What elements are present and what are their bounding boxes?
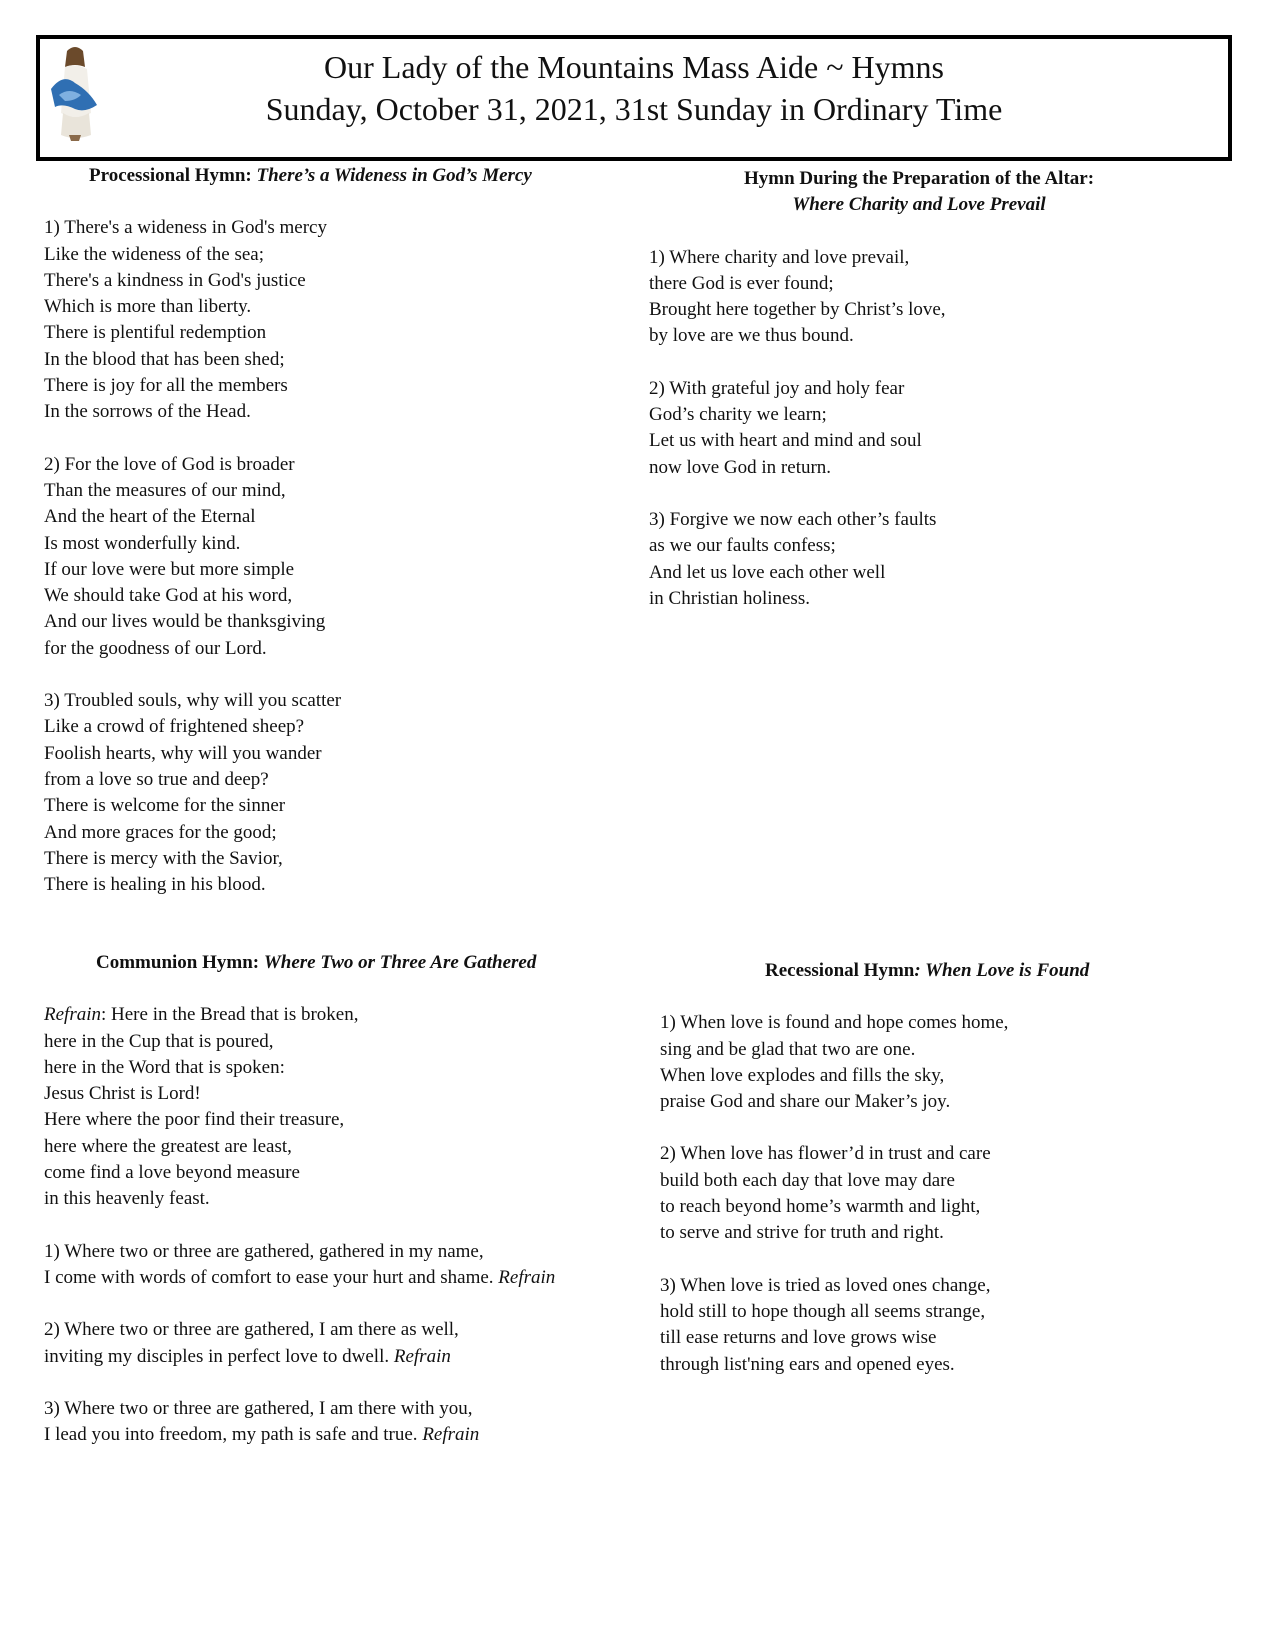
verse-line: 1) Where charity and love prevail, <box>649 246 910 268</box>
verse-line: There is healing in his blood. <box>44 874 266 896</box>
verse-line: There is mercy with the Savior, <box>44 847 283 869</box>
processional-title: There’s a Wideness in God’s Mercy <box>256 165 532 186</box>
verse-line: hold still to hope though all seems strange, <box>660 1300 986 1322</box>
verse-line: here in the Cup that is poured, <box>44 1030 274 1052</box>
verse-line: by love are we thus bound. <box>649 325 854 347</box>
processional-verse-1 <box>44 215 604 425</box>
verse-line: There is joy for all the members <box>44 375 288 397</box>
verse-line <box>44 1344 644 1370</box>
verse-line: in Christian holiness. <box>649 587 810 609</box>
verse-line: to reach beyond home’s warmth and light, <box>660 1196 981 1218</box>
processional-hymn <box>44 163 604 898</box>
refrain-label: Refrain <box>44 1004 101 1026</box>
verse-line: from a love so true and deep? <box>44 768 269 790</box>
verse-line: praise God and share our Maker’s joy. <box>660 1091 951 1113</box>
communion-verse-3 <box>44 1396 644 1449</box>
processional-verse-3 <box>44 688 604 898</box>
verse-line: 1) When love is found and hope comes home, <box>660 1012 1009 1034</box>
verse-line: Let us with heart and mind and soul <box>649 430 922 452</box>
verse-line: in this heavenly feast. <box>44 1188 210 1210</box>
verse-line: Foolish hearts, why will you wander <box>44 742 322 764</box>
verse-line: Brought here together by Christ’s love, <box>649 299 946 321</box>
verse-line: There's a kindness in God's justice <box>44 269 306 291</box>
verse-line: here in the Word that is spoken: <box>44 1056 285 1078</box>
verse-line: here where the greatest are least, <box>44 1135 292 1157</box>
refrain-tag: Refrain <box>498 1266 556 1288</box>
recessional-heading <box>765 958 1220 984</box>
recessional-verse-2 <box>660 1141 1220 1246</box>
preparation-verse-3 <box>649 507 1229 612</box>
verse-line: Like the wideness of the sea; <box>44 243 265 265</box>
verse-line <box>44 1265 644 1291</box>
verse-line: till ease returns and love grows wise <box>660 1327 937 1349</box>
verse-line: 3) Forgive we now each other’s faults <box>649 508 937 530</box>
communion-hymn <box>44 950 644 1448</box>
preparation-verse-1 <box>649 245 1229 350</box>
verse-line: come find a love beyond measure <box>44 1162 300 1184</box>
verse-line: Is most wonderfully kind. <box>44 532 241 554</box>
verse-text: I lead you into freedom, my path is safe and true. <box>44 1424 423 1446</box>
verse-line: In the sorrows of the Head. <box>44 401 251 423</box>
verse-line: there God is ever found; <box>649 272 834 294</box>
verse-line: 1) There's a wideness in God's mercy <box>44 217 327 239</box>
verse-line: We should take God at his word, <box>44 585 293 607</box>
recessional-verse-3 <box>660 1273 1220 1378</box>
verse-line: When love explodes and fills the sky, <box>660 1064 945 1086</box>
preparation-title: Where Charity and Love Prevail <box>792 194 1046 216</box>
verse-line: 2) Where two or three are gathered, I am there as well, <box>44 1319 459 1341</box>
verse-line: 3) Troubled souls, why will you scatter <box>44 690 342 712</box>
verse-line: to serve and strive for truth and right. <box>660 1222 944 1244</box>
communion-heading <box>96 950 644 976</box>
verse-line: And our lives would be thanksgiving <box>44 611 326 633</box>
verse-line: In the blood that has been shed; <box>44 348 285 370</box>
preparation-label: Hymn During the Preparation of the Altar: <box>743 168 1095 189</box>
communion-label: Communion Hymn: <box>96 952 264 973</box>
recessional-hymn <box>660 958 1220 1378</box>
verse-line: And the heart of the Eternal <box>44 506 256 528</box>
preparation-hymn <box>649 166 1229 612</box>
verse-line <box>44 1422 644 1448</box>
verse-line: And let us love each other well <box>649 561 886 583</box>
refrain-tag: Refrain <box>422 1424 480 1446</box>
verse-line: 2) With grateful joy and holy fear <box>649 377 905 399</box>
verse-line: Which is more than liberty. <box>44 296 252 318</box>
verse-line: through list'ning ears and opened eyes. <box>660 1353 955 1375</box>
communion-verse-2 <box>44 1317 644 1370</box>
verse-line: build both each day that love may dare <box>660 1169 955 1191</box>
communion-verse-1 <box>44 1239 644 1292</box>
verse-line: Jesus Christ is Lord! <box>44 1083 201 1105</box>
processional-verse-2 <box>44 452 604 662</box>
verse-line: There is welcome for the sinner <box>44 795 286 817</box>
verse-line: There is plentiful redemption <box>44 322 267 344</box>
verse-line: God’s charity we learn; <box>649 404 827 426</box>
communion-refrain <box>44 1002 644 1212</box>
refrain-first-line: : Here in the Bread that is broken, <box>101 1004 359 1026</box>
verse-line: Here where the poor find their treasure, <box>44 1109 345 1131</box>
verse-line: now love God in return. <box>649 456 832 478</box>
verse-line: Than the measures of our mind, <box>44 479 286 501</box>
recessional-label: Recessional Hymn <box>765 960 915 981</box>
verse-text: I come with words of comfort to ease your hurt and shame. <box>44 1266 499 1288</box>
communion-title: Where Two or Three Are Gathered <box>263 952 537 973</box>
verse-line: And more graces for the good; <box>44 821 277 843</box>
recessional-title: : When Love is Found <box>914 960 1090 981</box>
verse-line: 1) Where two or three are gathered, gathered in my name, <box>44 1240 484 1262</box>
processional-heading <box>89 163 604 189</box>
page-header <box>36 35 1232 161</box>
verse-line <box>44 1002 644 1028</box>
verse-line: for the goodness of our Lord. <box>44 637 267 659</box>
preparation-verse-2 <box>649 376 1229 481</box>
verse-line: as we our faults confess; <box>649 535 836 557</box>
preparation-heading <box>629 166 1209 219</box>
page-title: Our Lady of the Mountains Mass Aide ~ Hymns <box>324 49 944 85</box>
recessional-verse-1 <box>660 1010 1220 1115</box>
verse-line: 3) Where two or three are gathered, I am there with you, <box>44 1397 473 1419</box>
verse-line: If our love were but more simple <box>44 558 295 580</box>
verse-line: 2) When love has flower’d in trust and care <box>660 1143 991 1165</box>
processional-label: Processional Hymn: <box>89 165 257 186</box>
verse-line: sing and be glad that two are one. <box>660 1038 916 1060</box>
refrain-tag: Refrain <box>393 1345 451 1367</box>
verse-text: inviting my disciples in perfect love to dwell. <box>44 1345 394 1367</box>
verse-line: 3) When love is tried as loved ones change, <box>660 1274 991 1296</box>
verse-line: 2) For the love of God is broader <box>44 453 295 475</box>
page-subtitle: Sunday, October 31, 2021, 31st Sunday in Ordinary Time <box>265 91 1003 127</box>
verse-line: Like a crowd of frightened sheep? <box>44 716 305 738</box>
